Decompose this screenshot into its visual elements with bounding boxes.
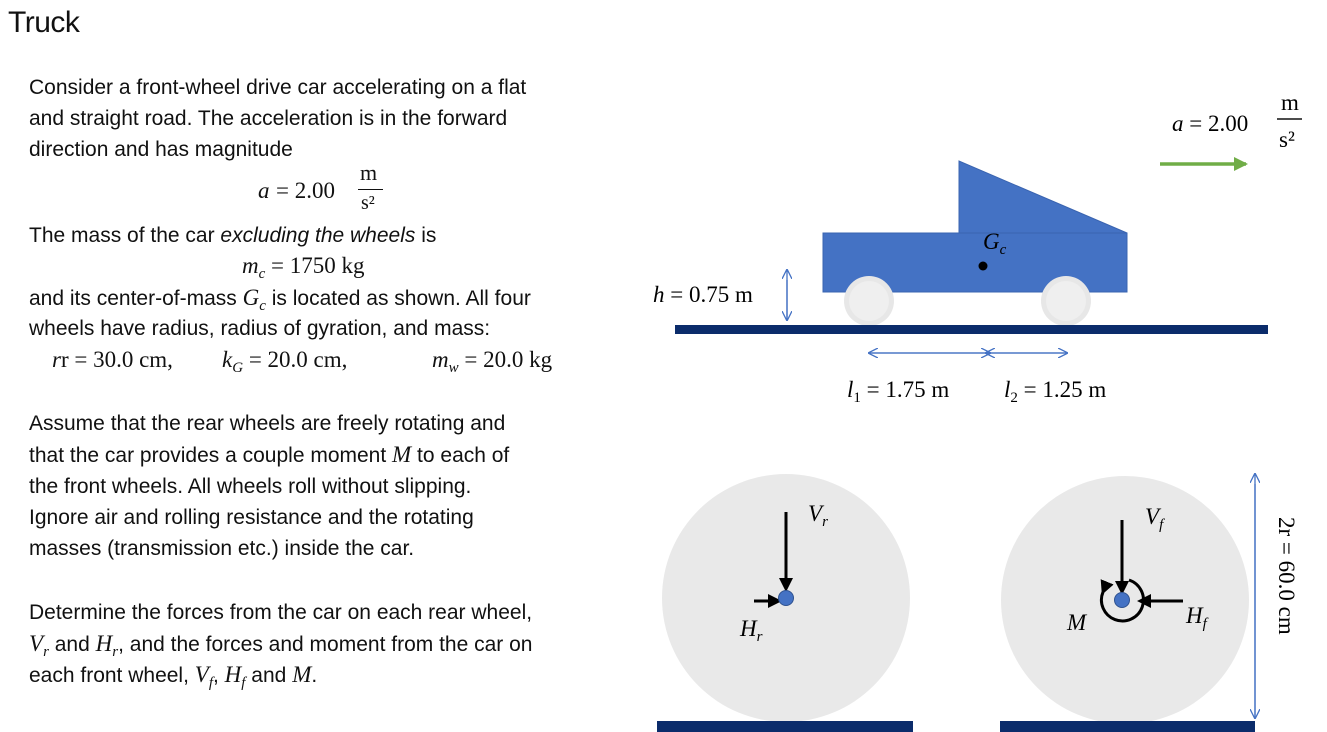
rear-ground-bar	[657, 721, 913, 732]
front-ground-bar	[1000, 721, 1255, 732]
l1-label: $l_1 = 1.75$ m	[847, 377, 950, 406]
m-label: M	[1067, 610, 1087, 635]
truck-cab	[959, 161, 1127, 233]
mass-car-equation: $m_c = 1750$ kg	[242, 253, 365, 282]
hr-label: $H_r$	[740, 616, 763, 645]
page-title: Truck	[8, 6, 80, 39]
gc-label: $G_c$	[983, 229, 1007, 258]
problem-line: Determine the forces from the car on each rear wheel,	[29, 601, 533, 624]
vf-label: $V_f$	[1145, 504, 1164, 533]
diameter-label: 2r = 60.0 cm	[1274, 517, 1299, 635]
problem-line: Ignore air and rolling resistance and the rotating	[29, 506, 474, 529]
center-of-mass-dot	[979, 262, 988, 271]
problem-line: and its center-of-mass $G_c$ is located as shown. All four	[29, 285, 531, 314]
problem-line: each front wheel, $V_f$, $H_f$ and M.	[29, 662, 318, 691]
problem-line: direction and has magnitude	[29, 138, 293, 161]
problem-line: masses (transmission etc.) inside the car.	[29, 537, 415, 560]
accel-unit-num: m	[1281, 90, 1299, 115]
problem-line: and straight road. The acceleration is in the forward	[29, 107, 508, 130]
wheel-mass-equation: $m_w = 20.0$ kg	[432, 347, 553, 376]
height-label: h = 0.75 m	[653, 282, 753, 307]
problem-line: wheels have radius, radius of gyration, and mass:	[29, 317, 491, 340]
gyration-equation: $k_G = 20.0$ cm,	[222, 347, 348, 376]
vr-label: $V_r$	[808, 501, 828, 530]
ground-bar	[675, 325, 1268, 334]
radius-equation: rr = 30.0 cm,	[52, 347, 173, 372]
accel-unit-den: s²	[1279, 127, 1295, 152]
problem-line: Consider a front-wheel drive car accelerating on a flat	[29, 76, 527, 99]
problem-line: the front wheels. All wheels roll without slipping.	[29, 475, 472, 498]
front-hub	[1115, 593, 1130, 608]
problem-line: $V_r$ and $H_r$, and the forces and moment from the car on	[29, 631, 533, 660]
accel-label: a = 2.00	[1172, 111, 1249, 136]
hf-label: $H_f$	[1186, 603, 1207, 632]
problem-line: Assume that the rear wheels are freely rotating and	[29, 412, 506, 435]
l2-label: $l_2 = 1.25$ m	[1004, 377, 1107, 406]
problem-line: The mass of the car excluding the wheels is	[29, 224, 437, 247]
rear-hub	[779, 591, 794, 606]
problem-line: that the car provides a couple moment M to each of	[29, 442, 510, 467]
